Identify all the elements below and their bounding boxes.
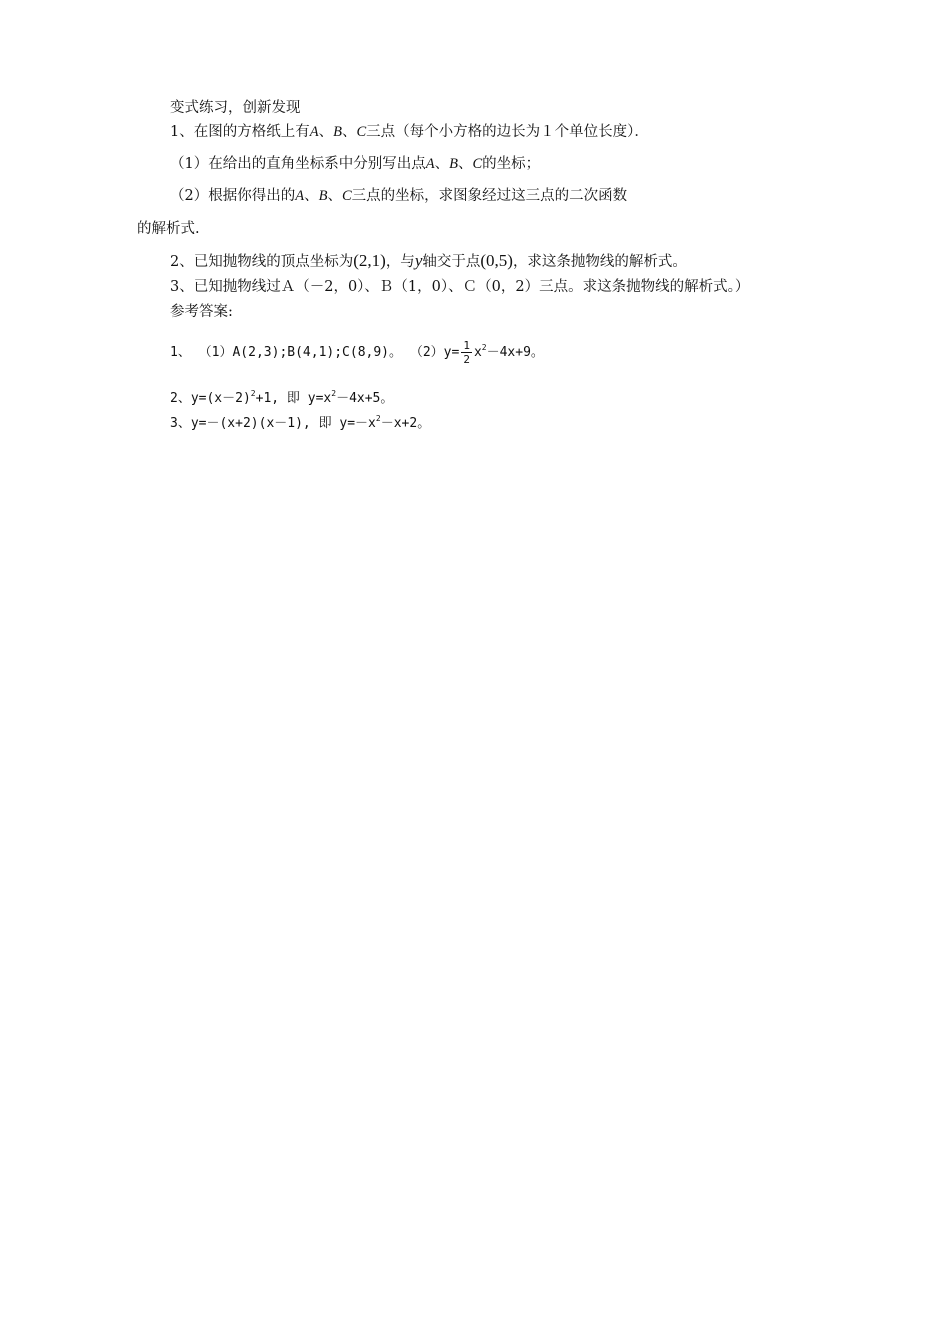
q1-2-point-c: C <box>341 188 352 204</box>
q1-1-point-a: A <box>425 156 435 172</box>
q1-2-lead: （2）根据你得出的 <box>170 188 296 204</box>
section-heading: 变式练习，创新发现 <box>170 100 301 116</box>
q2-y-axis: y <box>414 251 423 270</box>
q1-sep1: 、 <box>318 124 334 140</box>
ans2-exp1: 2 <box>250 389 256 398</box>
ans2-exp2: 2 <box>331 389 337 398</box>
ans2-lead: 2、y=(x－2) <box>170 391 251 406</box>
q1-1-tail: 的坐标； <box>482 156 541 172</box>
ans2-mid: +1, 即 y=x <box>255 391 332 406</box>
question-1-part-2 <box>170 186 627 206</box>
question-1 <box>170 122 649 142</box>
q1-point-a: A <box>309 124 319 140</box>
answer-3 <box>170 409 430 434</box>
q2-mid2: 轴交于点 <box>422 254 481 270</box>
q1-point-b: B <box>333 124 342 140</box>
q2-lead: 2、已知抛物线的顶点坐标为 <box>170 254 354 270</box>
ans2-tail: －4x+5。 <box>336 391 394 406</box>
question-1-part-2-continuation: 的解析式. <box>137 221 200 237</box>
q1-2-point-a: A <box>295 188 305 204</box>
q2-vertex: (2,1) <box>353 251 386 270</box>
q2-tail: ，求这条抛物线的解析式。 <box>512 254 687 270</box>
q1-lead: 1、在图的方格纸上有 <box>170 124 310 140</box>
ans1-frac-num: 1 <box>463 339 470 352</box>
q1-1-point-c: C <box>472 156 483 172</box>
q1-1-lead: （1）在给出的直角坐标系中分别写出点 <box>170 156 426 172</box>
ans3-lead: 3、y=－(x+2)(x－1), 即 y=－x <box>170 416 376 431</box>
q1-tail: 三点（每个小方格的边长为１个单位长度）． <box>366 124 649 140</box>
ans1-fraction <box>461 339 472 366</box>
ans1-x: x <box>473 345 482 360</box>
answer-2 <box>170 384 393 409</box>
q2-point: (0,5) <box>480 251 513 270</box>
ans3-exp: 2 <box>375 414 381 423</box>
q1-2-sep2: 、 <box>327 188 342 204</box>
q2-mid1: ，与 <box>385 254 415 270</box>
q1-1-point-b: B <box>449 156 458 172</box>
q1-sep2: 、 <box>341 124 357 140</box>
q1-1-sep2: 、 <box>457 156 473 172</box>
q1-2-tail: 三点的坐标，求图象经过这三点的二次函数 <box>351 188 628 204</box>
question-3: 3、已知抛物线过Ａ（－2，0）、Ｂ（1，0）、Ｃ（0，2）三点。求这条抛物线的解析式。） <box>170 279 750 295</box>
q1-1-sep1: 、 <box>434 156 450 172</box>
answer-title: 参考答案: <box>170 304 233 320</box>
ans1-frac-den: 2 <box>463 353 470 366</box>
q1-2-sep1: 、 <box>304 188 319 204</box>
q1-point-c: C <box>356 124 367 140</box>
answer-1 <box>170 338 544 366</box>
question-2 <box>170 251 687 272</box>
ans3-tail: －x+2。 <box>380 416 431 431</box>
ans1-lead: 1、 （1）A(2,3);B(4,1);C(8,9)。 （2）y= <box>170 345 460 360</box>
q1-2-point-b: B <box>318 188 328 204</box>
question-1-part-1 <box>170 154 540 174</box>
ans1-tail: －4x+9。 <box>486 345 544 360</box>
ans1-exp: 2 <box>481 343 487 352</box>
